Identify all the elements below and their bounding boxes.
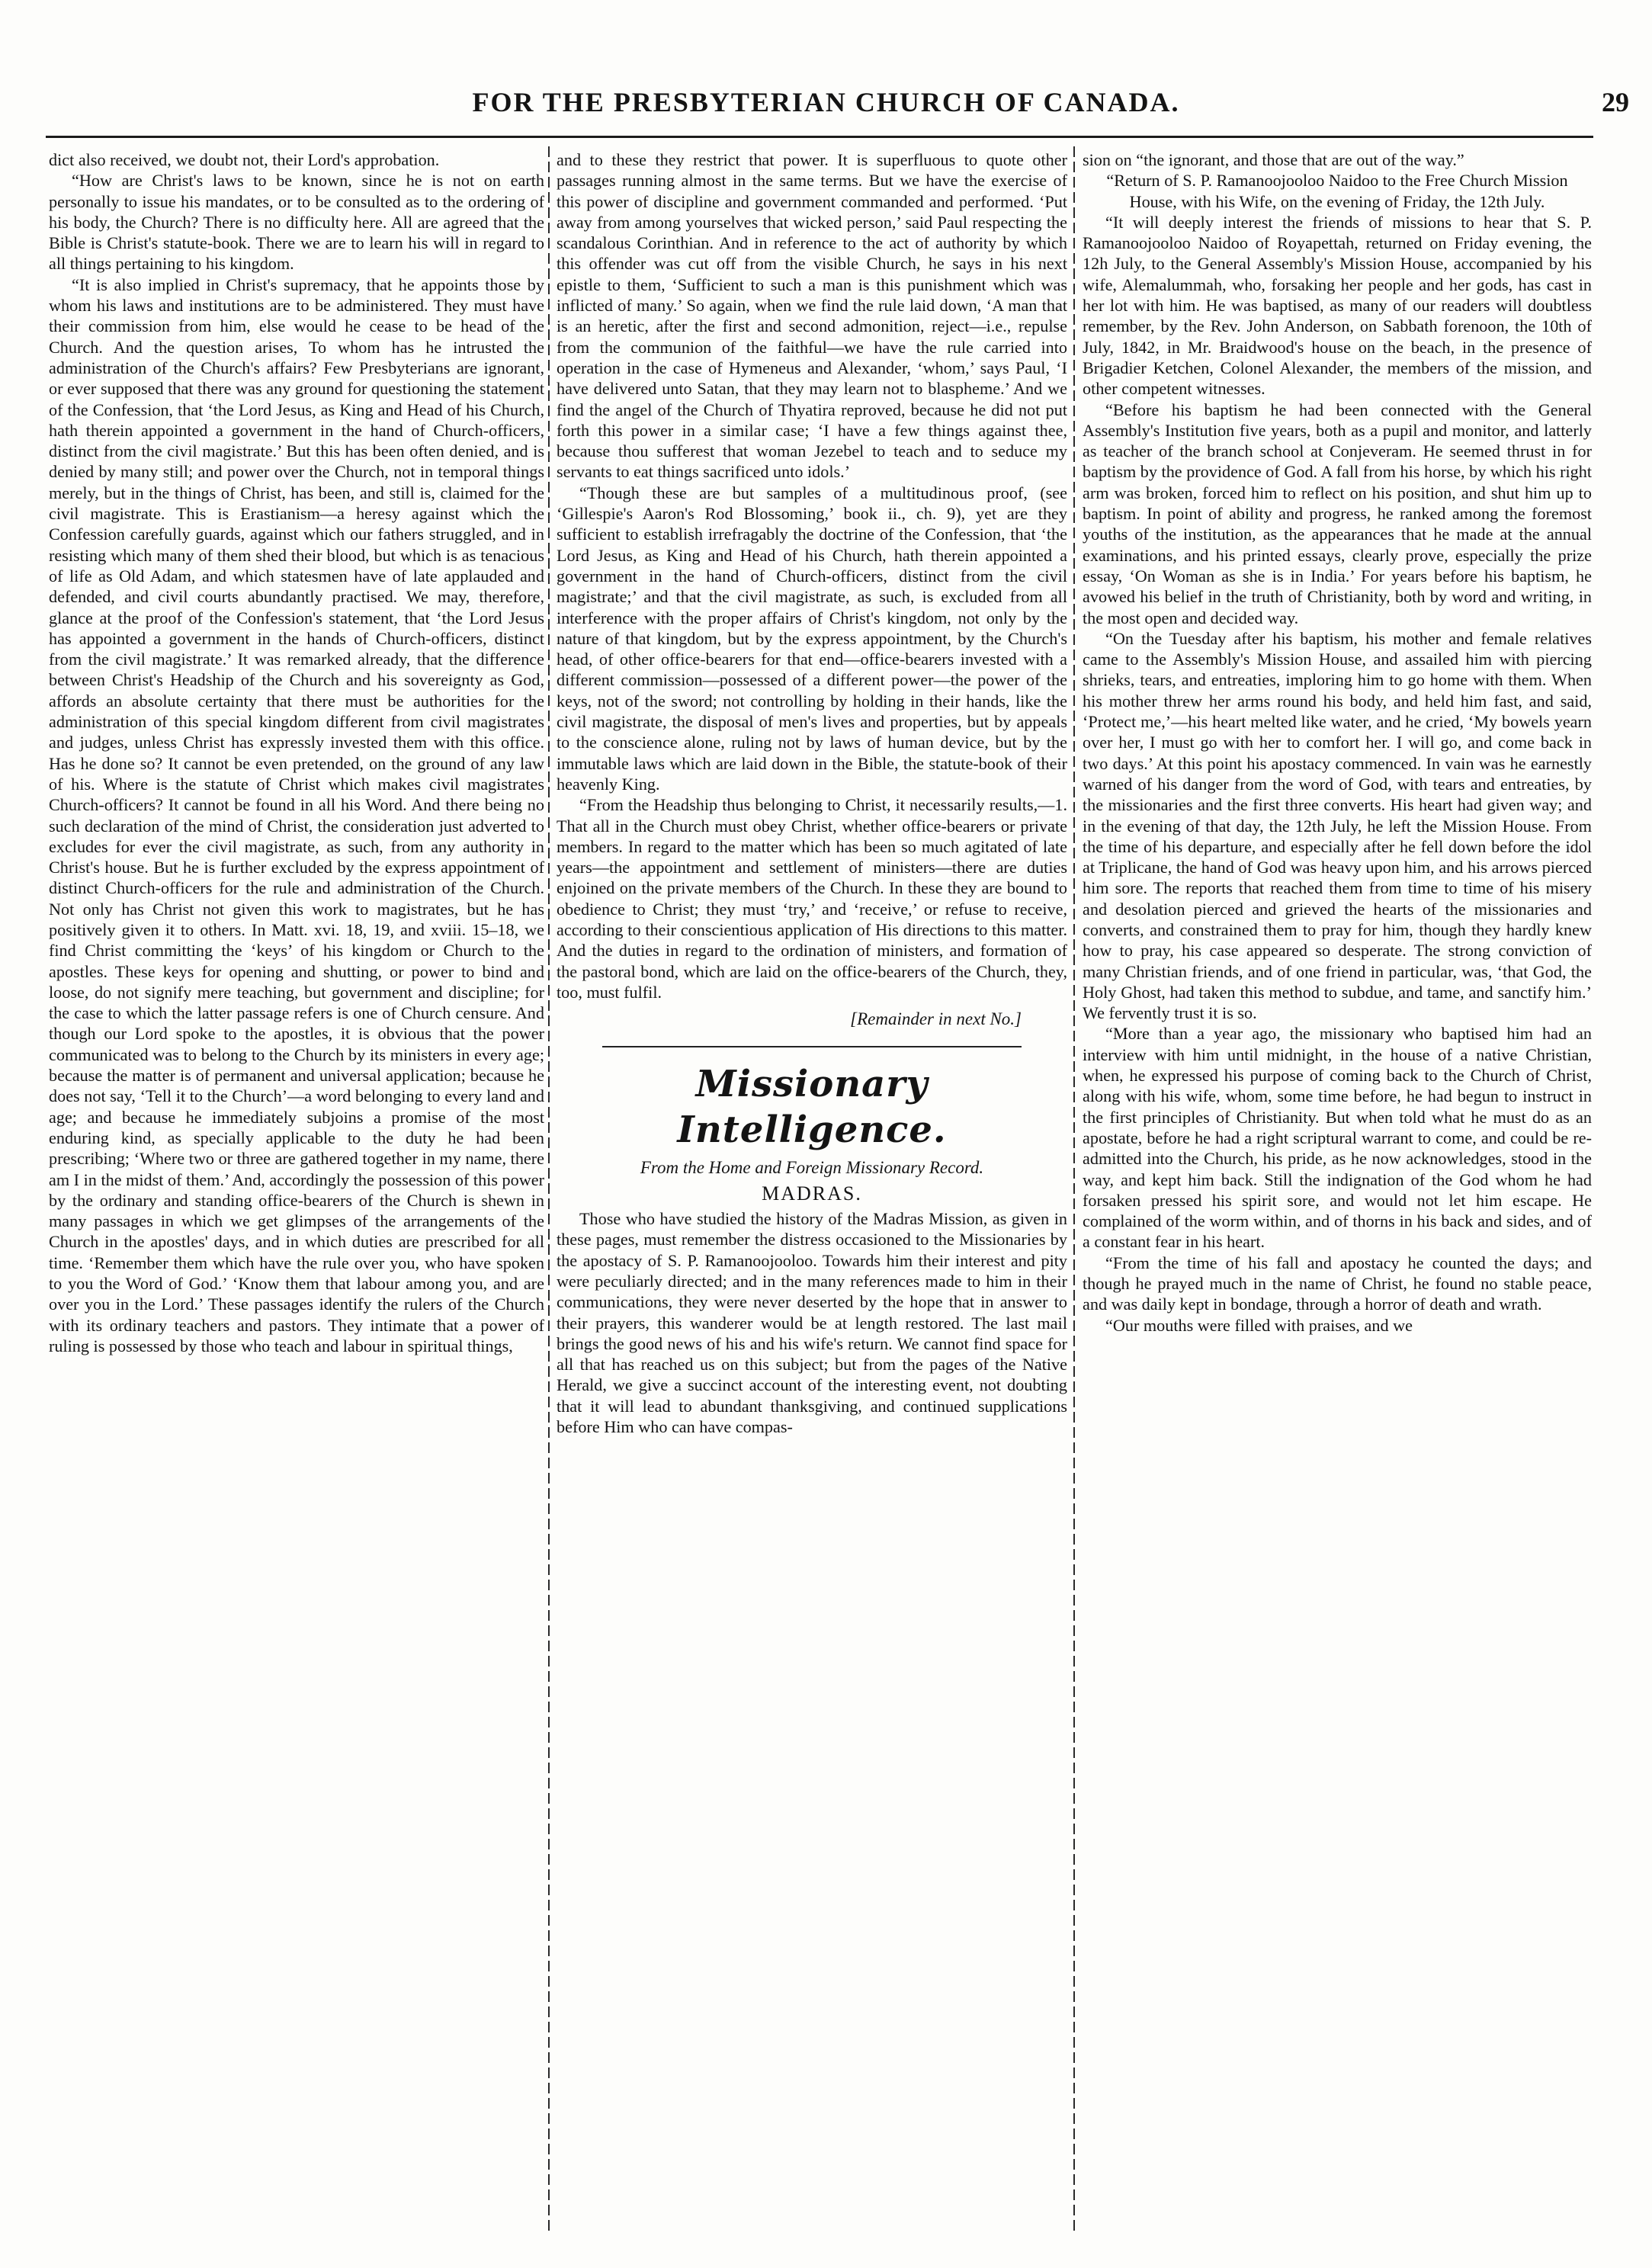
column-1: [49, 149, 544, 2238]
paragraph: dict also received, we doubt not, their Lord's approbation.: [49, 150, 440, 169]
header-rule: [46, 136, 1593, 138]
paragraph: “It will deeply interest the friends of missions to hear that S. P. Ramanoojooloo Naidoo of Royapettah, returned on Friday evening, the 12h July, to the General Assembly's Mission House, accompanied by his wife, Alemalummah, who, forsaking her people and her gods, has cast in her lot with him. He was baptised, as many of our readers will doubtless remember, by the Rev. John Anderson, on Sabbath forenoon, the 10th of July, 1842, in Mr. Braidwood's house on the beach, in the presence of Brigadier Ketchen, Colonel Alexander, the members of the mission, and other competent witnesses.: [1083, 212, 1592, 399]
paragraph: Those who have studied the history of the Madras Mission, as given in these pages, must remember the distress occasioned to the Missionaries by the apostacy of S. P. Ramanoojooloo. Towards him their interest and pity were peculiarly directed; and in the many references made to him in their communications, they were never deserted by the hope that in answer to their prayers, this wanderer would be at length restored. The last mail brings the good news of his and his wife's return. We cannot find space for all that has reached us on this subject; but from the pages of the Native Herald, we give a succinct account of the interesting event, not doubting that it will lead to abundant thanksgiving, and continued supplications before Him who can have compas-: [557, 1209, 1067, 1437]
column-2: [557, 149, 1067, 2238]
paragraph: “Before his baptism he had been connected with the General Assembly's Institution five years, both as a pupil and monitor, and latterly as teacher of the branch school at Conjeveram. He seemed thrust in for baptism by the providence of God. A fall from his horse, by which his right arm was broken, forced him to reflect on his position, and shut him up to baptism. In point of ability and progress, he ranked among the foremost youths of the institution, as the appearances that he made at the annual examinations, and his printed essays, clearly prove, especially the prize essay, ‘On Woman as she is in India.’ For years before his baptism, he avowed his belief in the truth of Christianity, both by word and writing, in the most open and decided way.: [1083, 399, 1592, 627]
paragraph: “More than a year ago, the missionary who baptised him had an interview with him until midnight, in the house of a native Christian, when, he expressed his purpose of coming back to the Church of Christ, along with his wife, whom, some time before, he had begun to instruct in the first principles of Christianity. But when told what he must do as an apostate, before he had a right scriptural warrant to come, and could be re-admitted into the Church, his pride, as he now acknowledges, stood in the way, and kept him back. Still the indignation of the God whom he had forsaken pressed his spirit sore, and would not let him escape. He complained of the worm within, and of thorns in his back and sides, and of a constant fear in his heart.: [1083, 1024, 1592, 1252]
paragraph: sion on “the ignorant, and those that are out of the way.”: [1083, 150, 1464, 169]
paragraph: “From the Headship thus belonging to Christ, it necessarily results,—1. That all in the Church must obey Christ, whether office-bearers or private members. In regard to the matter which has been so much agitated of late years—the appointment and settlement of ministers—there are duties enjoined on the private members of the Church. In these they are bound to obedience to Christ; they must ‘try,’ and ‘receive,’ or refuse to receive, according to their conscientious application of His directions to this matter. And the duties in regard to the ordination of ministers, and formation of the pastoral bond, which are laid on the office-bearers of the Church, they, too, must fulfil.: [557, 795, 1067, 1002]
column-divider: [548, 146, 550, 2235]
paragraph: and to these they restrict that power. It is superfluous to quote other passages running almost in the same terms. But we have the exercise of this power of discipline and government commanded and performed. ‘Put away from among yourselves that wicked person,’ said Paul respecting the scandalous Corinthian. And in reference to the act of authority by which this offender was cut off from the visible Church, he says in his next epistle to them, ‘Sufficient to such a man is this punishment which was inflicted of many.’ So again, when we find the rule laid down, ‘A man that is an heretic, after the first and second admonition, reject—i.e., repulse from the communion of the faithful—we have the rule carried into operation in the case of Hymeneus and Alexander, ‘whom,’ says Paul, ‘I have delivered unto Satan, that they may learn not to blaspheme.’ And we find the angel of the Church of Thyatira reproved, because he did not put forth this power in a similar case; ‘I have a few things against thee, because thou sufferest that woman Jezebel to teach and to seduce my servants to eat things sacrificed unto idols.’: [557, 150, 1067, 482]
running-head: FOR THE PRESBYTERIAN CHURCH OF CANADA.: [472, 87, 1180, 117]
paragraph: “From the time of his fall and apostacy he counted the days; and though he prayed much in the name of Christ, he found no stable peace, and was daily kept in bondage, through a horror of death and wrath.: [1083, 1253, 1592, 1314]
section-title: Missionary Intelligence.: [677, 1063, 947, 1152]
page-number: 29: [1602, 87, 1629, 117]
column-3: [1083, 149, 1592, 2238]
section-subhead: MADRAS.: [762, 1182, 862, 1205]
remainder-note: [Remainder in next No.]: [850, 1009, 1022, 1029]
paragraph: “Our mouths were filled with praises, and we: [1105, 1315, 1413, 1335]
paragraph: “Though these are but samples of a multitudinous proof, (see ‘Gillespie's Aaron's Rod Blossoming,’ book ii., ch. 9), yet are they sufficient to establish irrefragably the doctrine of the Confession, that ‘the Lord Jesus, as King and Head of his Church, hath therein appointed a government in the hand of Church-officers, distinct from the civil magistrate;’ and that the civil magistrate, as such, is excluded from all interference with the proper affairs of Christ's kingdom, not only by the nature of that kingdom, but by the express appointment, by the Church's head, of other office-bearers for that end—office-bearers invested with a different commission—possessed of a different power—the power of the keys, not of the sword; not controlling by holding in their hands, like the civil magistrate, the disposal of men's lives and properties, but by appeals to the conscience alone, ruling not by laws of human device, but by the immutable laws which are laid down in the Bible, the statute-book of their heavenly King.: [557, 483, 1067, 794]
section-separator: [602, 1046, 1022, 1047]
page-header: [0, 72, 1652, 133]
paragraph: “How are Christ's laws to be known, since he is not on earth personally to issue his mandates, or to be consulted as to the ordering of his body, the Church? There is no difficulty here. All are agreed that the Bible is Christ's statute-book. There we are to learn his will in regard to all things pertaining to his kingdom.: [49, 171, 544, 274]
column-divider: [1073, 146, 1075, 2235]
paragraph-heading: “Return of S. P. Ramanoojooloo Naidoo to the Free Church Mission House, with his Wife, on the evening of Friday, the 12th July.: [1106, 171, 1568, 211]
section-source: From the Home and Foreign Missionary Record.: [640, 1158, 984, 1178]
paragraph: “It is also implied in Christ's supremacy, that he appoints those by whom his laws and institutions are to be administered. They must have their commission from him, else would he cease to be head of the Church. And the question arises, To whom has he intrusted the administration of the Church's affairs? Few Presbyterians are ignorant, or ever supposed that there was any ground for questioning the statement of the Confession, that ‘the Lord Jesus, as King and Head of his Church, hath therein appointed a government in the hand of Church-officers, distinct from the civil magistrate.’ But this has been often denied, and is denied by many still; and power over the Church, not in temporal things merely, but in the things of Christ, has been, and still is, claimed for the civil magistrate. This is Erastianism—a heresy against which the Confession carefully guards, against which our fathers struggled, and in resisting which many of them shed their blood, but which is as tenacious of life as Old Adam, and which statesmen have of late applauded and defended, and civil courts abundantly practised. We may, therefore, glance at the proof of the Confession's statement, that ‘the Lord Jesus has appointed a government in the hands of Church-officers, distinct from the civil magistrate.’ It was remarked already, that the difference between Christ's Headship of the Church and his sovereignty as God, affords an absolute certainty that there must be authorities for the administration of this special kingdom different from civil magistrates and judges, unless Christ has expressly invested them with this office. Has he done so? It cannot be even pretended, on the ground of any law of his. Where is the statute of Christ which makes civil magistrates Church-officers? It cannot be found in all his Word. And there being no such declaration of the mind of Christ, the consideration just adverted to excludes for ever the civil magistrate, as such, from any authority in Christ's house. But he is further excluded by the express appointment of distinct Church-officers for the rule and administration of the Church. Not only has Christ not given this work to magistrates, but he has positively given it to others. In Matt. xvi. 18, 19, and xviii. 15–18, we find Christ committing the ‘keys’ of his kingdom or Church to the apostles. These keys for opening and shutting, or power to bind and loose, do not signify mere teaching, but government and discipline; for the case to which the latter passage refers is one of Church censure. And though our Lord spoke to the apostles, it is obvious that the power communicated was to belong to the Church by its ministers in every age; because the matter is of permanent and universal application; because he does not say, ‘Tell it to the Church’—a word belonging to every land and age; and because he immediately subjoins a promise of the most enduring kind, as specially applicable to the duty he had been prescribing; ‘Where two or three are gathered together in my name, there am I in the midst of them.’ And, accordingly the possession of this power by the ordinary and standing office-bearers of the Church is shewn in many passages in which we get glimpses of the arrangements of the Church in the apostles' days, and in which duties are prescribed for all time. ‘Remember them which have the rule over you, who have spoken to you the Word of God.’ ‘Know them that labour among you, and are over you in the Lord.’ These passages identify the rulers of the Church with its ordinary teachers and pastors. They intimate that a power of ruling is possessed by those who teach and labour in spiritual things,: [49, 274, 544, 1355]
paragraph: “On the Tuesday after his baptism, his mother and female relatives came to the Assembly's Mission House, and assailed him with piercing shrieks, tears, and entreaties, imploring him to go home with them. When his mother threw her arms round his body, and held him fast, and said, ‘Protect me,’—his heart melted like water, and he cried, ‘My bowels yearn over her, I must go with her to comfort her. I will go, and come back in two days.’ At this point his apostacy commenced. In vain was he earnestly warned of his danger from the word of God, with tears and entreaties, by the missionaries and the first three converts. His heart had given way; and in the evening of that day, the 12th July, he left the Mission House. From the time of his departure, and especially after he fell down before the idol at Triplicane, the hand of God was heavy upon him, and his arrows pierced him sore. The reports that reached them from time to time of his misery and desolation pierced and grieved the hearts of the missionaries and converts, and constrained them to pray for him, though they hardly knew how to pray, his case appeared so desperate. The strong conviction of many Christian friends, and of one friend in particular, was, ‘that God, the Holy Ghost, had taken this method to subdue, and tame, and sanctify him.’ We fervently trust it is so.: [1083, 628, 1592, 1023]
